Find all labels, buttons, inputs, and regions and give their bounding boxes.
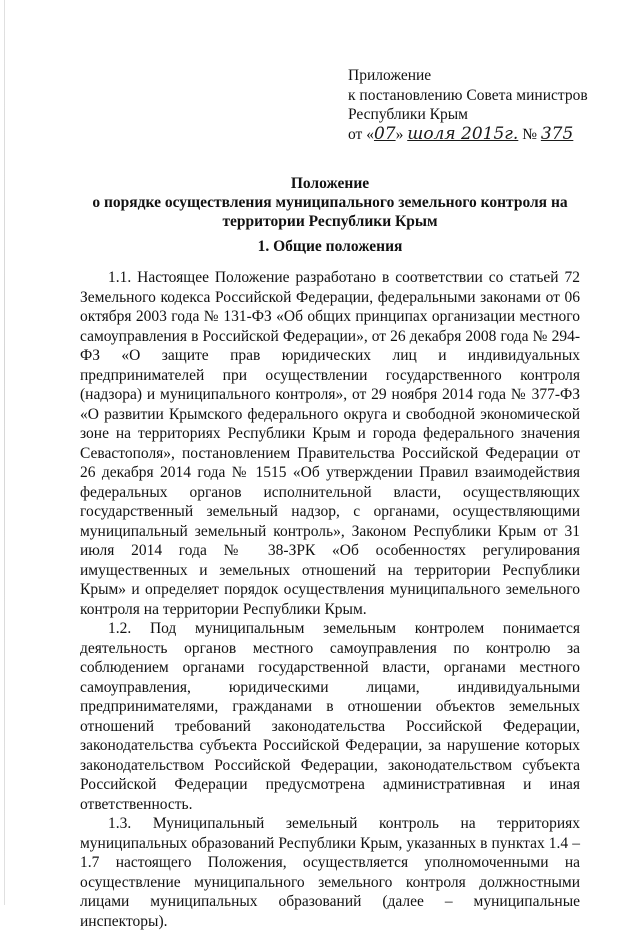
paragraph-1-1: 1.1. Настоящее Положение разработано в соответствии со статьей 72 Земельного кодекса Российской Федерации, федеральными законами от 06 октября 2003 года № 131-ФЗ «Об общих принципах организации местного самоуправления в Российской Федерации», от 26 декабря 2008 года № 294-ФЗ «О защите прав юридических лиц и индивидуальных предпринимателей при осуществлении государственного контроля (надзора) и муниципального контроля», от 29 ноября 2014 года № 377-ФЗ «О развитии Крымского федерального округа и свободной экономической зоне на территориях Республики Крым и города федерального значения Севастополя», постановлением Правительства Российской Федерации от 26 декабря 2014 года № 1515 «Об утверждении Правил взаимодействия федеральных органов исполнительной власти, осуществляющих государственный земельный надзор, с органами, осуществляющими муниципальный земельный контроль», Законом Республики Крым от 31 июля 2014 года № 38-ЗРК «Об особенностях регулирования имущественных и земельных отношений на территории Республики Крым» и определяет порядок осуществления муниципального земельного контроля на территории Республики Крым.	[80, 269, 580, 618]
handwritten-month-year: шоля 2015г.	[407, 123, 519, 144]
document-title	[80, 174, 580, 231]
paragraph-1-3: 1.3. Муниципальный земельный контроль на территориях муниципальных образований Республики Крым, указанных в пунктах 1.4 – 1.7 настоящего Положения, осуществляется уполномоченными на осуществление муниципального земельного контроля должностными лицами муниципальных образований (далее – муниципальные инспекторы).	[80, 815, 580, 930]
handwritten-day: 07	[373, 123, 396, 144]
title-line-3: территории Республики Крым	[222, 213, 438, 230]
appendix-header	[348, 66, 588, 144]
document-body	[80, 268, 580, 931]
number-prefix: №	[522, 125, 537, 143]
appendix-label: Приложение	[348, 67, 432, 84]
handwritten-number: 375	[540, 123, 574, 144]
date-quote: »	[395, 125, 404, 143]
title-line-2: о порядке осуществления муниципального земельного контроля на	[92, 194, 568, 211]
scan-edge-mark	[4, 0, 5, 905]
date-prefix: от «	[348, 125, 374, 143]
title-line-1: Положение	[290, 175, 370, 192]
appendix-republic: Республики Крым	[348, 106, 468, 123]
paragraph-1-2: 1.2. Под муниципальным земельным контролем понимается деятельность органов местного самоуправления по контролю за соблюдением органами государственной власти, органами местного самоуправления, юридическими лицами, индивидуальными предпринимателями, гражданами в отношении объектов земельных отношений требований законодательства Российской Федерации, законодательства субъекта Российской Федерации, за нарушение которых законодательством Российской Федерации, законодательством субъекта Российской Федерации предусмотрена административная и иная ответственность.	[80, 620, 580, 813]
appendix-date-line	[348, 125, 588, 145]
section-heading: 1. Общие положения	[257, 238, 403, 255]
appendix-resolution: к постановлению Совета министров	[348, 86, 588, 104]
